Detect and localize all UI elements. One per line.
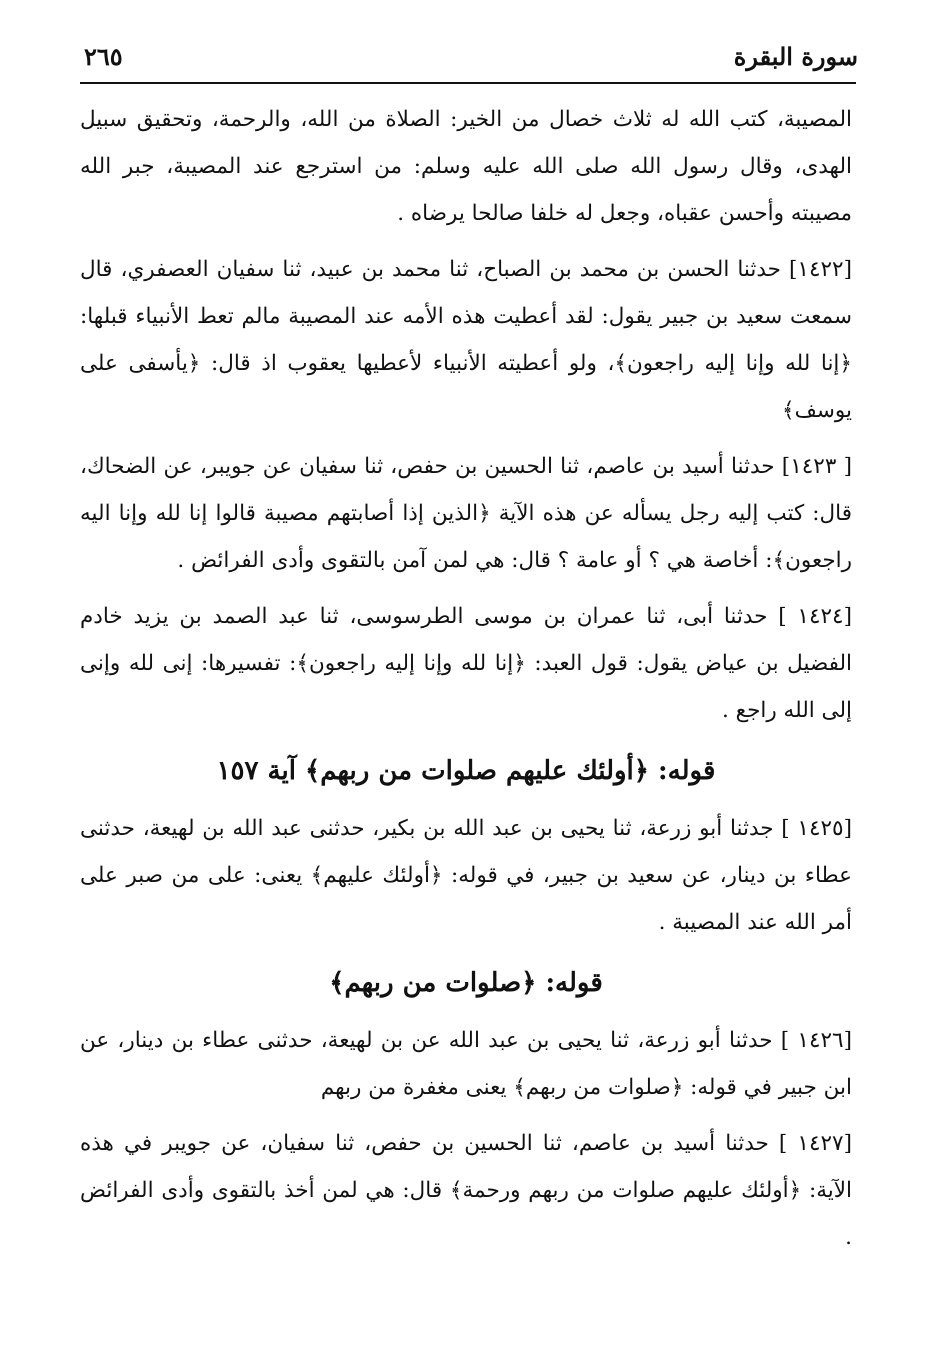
verse-heading-157: قوله: ﴿أولئك عليهم صلوات من ربهم﴾ آية ١٥٧ [216,756,716,786]
header-rule [80,82,856,84]
surah-title: سورة البقرة [733,41,858,71]
paragraph-1426: [١٤٢٦ ] حدثنا أبو زرعة، ثنا يحيى بن عبد الله عن بن لهيعة، حدثنى عطاء بن دينار، عن ابن جبير في قوله: ﴿صلوات من ربهم﴾ يعنى مغفرة من ربهم [80,1028,852,1100]
verse-heading-salawat: قوله: ﴿صلوات من ربهم﴾ [329,968,603,998]
paragraph-1424: [١٤٢٤ ] حدثنا أبى، ثنا عمران بن موسى الطرسوسى، ثنا عبد الصمد بن يزيد خادم الفضيل بن عياض يقول: قول العبد: ﴿إنا لله وإنا إليه راجعون﴾: تفسيرها: إنى لله وإنى إلى الله راجع . [80,604,852,723]
page-header [84,36,858,76]
paragraph-1423: [ ١٤٢٣] حدثنا أسيد بن عاصم، ثنا الحسين بن حفص، ثنا سفيان عن جويبر، عن الضحاك، قال: كتب إليه رجل يسأله عن هذه الآية ﴿الذين إذا أصابتهم مصيبة قالوا إنا لله وإنا اليه راجعون﴾: أخاصة هي ؟ أو عامة ؟ قال: هي لمن آمن بالتقوى وأدى الفرائض . [80,454,852,573]
paragraph-1425: [١٤٢٥ ] جدثنا أبو زرعة، ثنا يحيى بن عبد الله بن بكير، حدثنى عبد الله بن لهيعة، حدثنى عطاء بن دينار، عن سعيد بن جبير، في قوله: ﴿أولئك عليهم﴾ يعنى: على من صبر على أمر الله عند المصيبة . [80,816,852,935]
paragraph-opening: المصيبة، كتب الله له ثلاث خصال من الخير: الصلاة من الله، والرحمة، وتحقيق سبيل الهدى، وقال رسول الله صلى الله عليه وسلم: من استرجع عند المصيبة، جبر الله مصيبته وأحسن عقباه، وجعل له خلفا صالحا يرضاه . [80,107,852,226]
page-body [80,96,852,1270]
paragraph-1427: [١٤٢٧ ] حدثنا أسيد بن عاصم، ثنا الحسين بن حفص، ثنا سفيان، عن جويبر في هذه الآية: ﴿أولئك عليهم صلوات من ربهم ورحمة﴾ قال: هي لمن أخذ بالتقوى وأدى الفرائض . [80,1131,852,1250]
paragraph-1422: [١٤٢٢] حدثنا الحسن بن محمد بن الصباح، ثنا محمد بن عبيد، ثنا سفيان العصفري، قال سمعت سعيد بن جبير يقول: لقد أعطيت هذه الأمه عند المصيبة مالم تعط الأنبياء قبلها: ﴿إنا لله وإنا إليه راجعون﴾، ولو أعطيته الأنبياء لأعطيها يعقوب اذ قال: ﴿يأسفى على يوسف﴾ [80,257,852,423]
page-number: ٢٦٥ [84,41,123,71]
